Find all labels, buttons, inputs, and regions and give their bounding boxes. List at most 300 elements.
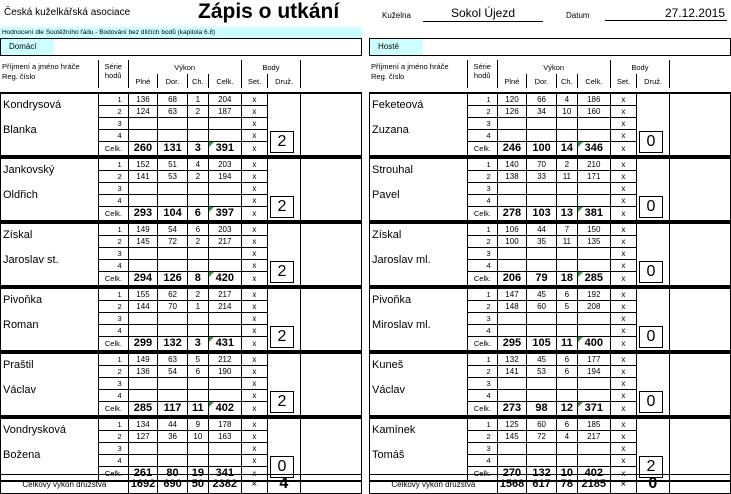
set-mark: x [610, 288, 636, 300]
serie-ch [187, 442, 208, 454]
serie-dor [158, 389, 188, 401]
set-mark: x [241, 235, 267, 247]
set-mark: x [241, 170, 267, 182]
serie-plne: 136 [128, 93, 158, 105]
serie-number: 3 [468, 117, 498, 129]
celk-label: Celk. [99, 206, 129, 221]
kuzelna-label: Kuželna [382, 11, 411, 20]
serie-celk [208, 182, 241, 194]
serie-number: 4 [468, 454, 498, 466]
serie-ch [556, 389, 577, 401]
serie-ch [556, 324, 577, 336]
serie-ch [187, 247, 208, 259]
set-mark: x [610, 365, 636, 377]
serie-celk [577, 117, 610, 129]
serie-celk [577, 454, 610, 466]
set-mark: x [610, 223, 636, 235]
serie-ch: 6 [187, 223, 208, 235]
serie-number: 3 [468, 247, 498, 259]
serie-celk [208, 194, 241, 206]
set-mark: x [241, 129, 267, 141]
serie-plne: 149 [128, 223, 158, 235]
player-firstname: Zuzana [372, 124, 409, 136]
serie-plne [497, 389, 527, 401]
summary-label: Celkový výkon družstva [391, 479, 476, 489]
total-plne: 270 [497, 466, 527, 481]
player-name [1, 158, 99, 221]
summary-celk: 2185 [577, 475, 610, 494]
total-ch: 18 [556, 271, 577, 286]
set-mark: x [241, 194, 267, 206]
celk-label: Celk. [468, 141, 498, 156]
set-mark: x [610, 141, 636, 156]
serie-ch: 4 [556, 430, 577, 442]
serie-number: 1 [99, 223, 129, 235]
celk-label: Celk. [99, 466, 129, 481]
serie-celk [577, 389, 610, 401]
set-mark: x [241, 312, 267, 324]
player-block [0, 92, 362, 157]
serie-plne: 106 [497, 223, 527, 235]
set-mark: x [241, 324, 267, 336]
set-mark: x [610, 170, 636, 182]
serie-celk: 187 [208, 105, 241, 117]
set-mark: x [610, 336, 636, 351]
serie-dor: 36 [158, 430, 188, 442]
serie-ch: 2 [187, 170, 208, 182]
set-mark: x [610, 129, 636, 141]
serie-ch: 2 [556, 158, 577, 170]
serie-celk: 150 [577, 223, 610, 235]
serie-celk [208, 259, 241, 271]
set-mark: x [610, 194, 636, 206]
serie-plne: 132 [497, 353, 527, 365]
vykon-header: Výkon [543, 62, 565, 72]
total-dor: 105 [527, 336, 557, 351]
serie-dor: 44 [527, 223, 557, 235]
serie-dor: 72 [527, 430, 557, 442]
serie-number: 2 [468, 365, 498, 377]
total-plne: 278 [497, 206, 527, 221]
serie-number: 3 [468, 377, 498, 389]
serie-ch: 5 [187, 353, 208, 365]
serie-celk [208, 442, 241, 454]
set-mark: x [610, 182, 636, 194]
serie-plne [497, 182, 527, 194]
druz-points: 0 [270, 456, 294, 478]
serie-header: Série hodů [98, 60, 128, 88]
serie-number: 1 [468, 353, 498, 365]
serie-ch: 6 [556, 353, 577, 365]
serie-celk: 208 [577, 300, 610, 312]
serie-plne: 124 [128, 105, 158, 117]
total-celk: 381 [577, 206, 610, 221]
team-label-guest: Hosté [370, 39, 423, 55]
serie-plne: 136 [128, 365, 158, 377]
column-header [0, 60, 362, 88]
druz-cell [268, 418, 301, 481]
plne-header: Plné [497, 74, 527, 88]
celk-label: Celk. [99, 141, 129, 156]
total-celk: 341 [208, 466, 241, 481]
druz-cell [637, 223, 670, 286]
total-celk: 391 [208, 141, 241, 156]
total-ch: 11 [556, 336, 577, 351]
serie-plne: 141 [128, 170, 158, 182]
serie-dor: 60 [527, 300, 557, 312]
serie-dor [527, 324, 557, 336]
player-surname: Praštil [3, 359, 34, 371]
serie-celk: 194 [577, 365, 610, 377]
player-name [370, 353, 468, 416]
serie-celk [577, 312, 610, 324]
column-header [369, 60, 731, 88]
serie-dor [527, 312, 557, 324]
player-surname: Získal [372, 229, 402, 241]
set-mark: x [610, 466, 636, 481]
total-plne: 260 [128, 141, 158, 156]
serie-number: 2 [99, 105, 129, 117]
player-surname: Kamínek [372, 424, 416, 436]
set-mark: x [610, 312, 636, 324]
total-ch: 3 [187, 336, 208, 351]
set-mark: x [610, 117, 636, 129]
set-mark: x [241, 182, 267, 194]
serie-celk: 203 [208, 158, 241, 170]
serie-celk: 171 [577, 170, 610, 182]
set-mark: x [610, 377, 636, 389]
set-mark: x [241, 158, 267, 170]
player-name [1, 353, 99, 416]
player-firstname: Blanka [3, 124, 37, 136]
total-celk: 431 [208, 336, 241, 351]
serie-ch [556, 442, 577, 454]
celk-label: Celk. [468, 401, 498, 416]
druz-points: 2 [270, 391, 294, 413]
serie-number: 4 [99, 259, 129, 271]
serie-plne: 100 [497, 235, 527, 247]
serie-number: 1 [468, 418, 498, 430]
serie-dor: 34 [527, 105, 557, 117]
player-name-header: Příjmení a jméno hráče Reg. číslo [371, 62, 449, 81]
serie-plne [128, 389, 158, 401]
serie-number: 2 [99, 170, 129, 182]
serie-dor [158, 442, 188, 454]
serie-celk [208, 129, 241, 141]
serie-number: 4 [99, 454, 129, 466]
celk-label: Celk. [99, 336, 129, 351]
serie-dor [158, 194, 188, 206]
druz-cell [268, 93, 301, 156]
serie-ch: 1 [187, 93, 208, 105]
home-team-sheet [0, 60, 362, 480]
serie-plne [128, 324, 158, 336]
serie-dor: 63 [158, 353, 188, 365]
summary-points: 4 [268, 475, 301, 494]
serie-celk: 178 [208, 418, 241, 430]
serie-dor: 63 [158, 105, 188, 117]
serie-number: 2 [468, 300, 498, 312]
celk-label: Celk. [468, 206, 498, 221]
serie-celk: 177 [577, 353, 610, 365]
serie-number: 2 [468, 170, 498, 182]
datum-label: Datum [566, 11, 590, 20]
summary-plne: 1692 [128, 475, 158, 494]
serie-dor [527, 117, 557, 129]
druz-cell [637, 158, 670, 221]
serie-ch [556, 129, 577, 141]
summary-celk: 2382 [208, 475, 241, 494]
serie-dor [527, 259, 557, 271]
serie-number: 3 [468, 182, 498, 194]
serie-dor: 54 [158, 223, 188, 235]
set-mark: x [241, 454, 267, 466]
set-mark: x [241, 206, 267, 221]
set-mark: x [241, 300, 267, 312]
guest-team-sheet [369, 60, 731, 480]
druz-cell [637, 418, 670, 481]
player-name [370, 158, 468, 221]
serie-ch [187, 312, 208, 324]
serie-celk [208, 117, 241, 129]
celk-label: Celk. [468, 271, 498, 286]
serie-plne [497, 324, 527, 336]
druz-points: 0 [639, 391, 663, 413]
serie-dor: 53 [158, 170, 188, 182]
set-mark: x [241, 377, 267, 389]
druz-cell [268, 158, 301, 221]
serie-dor: 35 [527, 235, 557, 247]
player-firstname: Miroslav ml. [372, 319, 431, 331]
serie-ch: 10 [187, 430, 208, 442]
serie-ch [187, 182, 208, 194]
player-surname: Strouhal [372, 164, 413, 176]
player-name [1, 223, 99, 286]
serie-dor: 45 [527, 288, 557, 300]
serie-ch [187, 194, 208, 206]
serie-celk: 217 [208, 235, 241, 247]
serie-plne: 141 [497, 365, 527, 377]
serie-plne: 140 [497, 158, 527, 170]
serie-plne [497, 117, 527, 129]
total-celk: 285 [577, 271, 610, 286]
player-firstname: Roman [3, 319, 39, 331]
set-mark: x [610, 353, 636, 365]
serie-ch: 11 [556, 170, 577, 182]
serie-plne [128, 259, 158, 271]
serie-celk [208, 324, 241, 336]
celk-label: Celk. [99, 401, 129, 416]
serie-plne [497, 194, 527, 206]
set-mark: x [241, 430, 267, 442]
serie-number: 4 [468, 129, 498, 141]
player-block [0, 157, 362, 222]
serie-ch: 4 [556, 93, 577, 105]
player-name [1, 93, 99, 156]
druz-cell [637, 288, 670, 351]
serie-ch [556, 247, 577, 259]
plne-header: Plné [128, 74, 158, 88]
druz-points: 0 [639, 196, 663, 218]
serie-dor [527, 247, 557, 259]
body-header: Body [610, 60, 669, 74]
set-mark: x [610, 401, 636, 416]
serie-number: 4 [99, 389, 129, 401]
total-dor: 103 [527, 206, 557, 221]
serie-celk: 135 [577, 235, 610, 247]
serie-number: 1 [99, 418, 129, 430]
serie-dor [527, 129, 557, 141]
set-mark: x [241, 271, 267, 286]
serie-celk: 203 [208, 223, 241, 235]
player-block [369, 417, 731, 482]
serie-dor [527, 389, 557, 401]
serie-celk: 186 [577, 93, 610, 105]
set-mark: x [241, 247, 267, 259]
total-dor: 131 [158, 141, 188, 156]
serie-plne [128, 247, 158, 259]
player-surname: Feketeová [372, 99, 424, 111]
serie-dor: 54 [158, 365, 188, 377]
total-celk: 346 [577, 141, 610, 156]
serie-plne: 152 [128, 158, 158, 170]
set-mark: x [241, 401, 267, 416]
set-mark: x [241, 93, 267, 105]
druz-points: 2 [270, 261, 294, 283]
player-firstname: Václav [3, 384, 37, 396]
serie-plne: 144 [128, 300, 158, 312]
team-box-home [0, 38, 362, 56]
set-mark: x [241, 117, 267, 129]
dor-header: Dor. [158, 74, 188, 88]
serie-plne: 145 [128, 235, 158, 247]
total-ch: 11 [187, 401, 208, 416]
player-block [0, 417, 362, 482]
serie-ch [187, 389, 208, 401]
serie-dor [158, 312, 188, 324]
total-dor: 117 [158, 401, 188, 416]
serie-number: 1 [468, 158, 498, 170]
player-surname: Vondrysková [3, 424, 66, 436]
serie-ch [187, 129, 208, 141]
total-dor: 132 [527, 466, 557, 481]
serie-number: 2 [99, 300, 129, 312]
total-ch: 6 [187, 206, 208, 221]
serie-number: 4 [99, 129, 129, 141]
druz-points: 2 [270, 196, 294, 218]
serie-number: 4 [468, 389, 498, 401]
player-block [369, 352, 731, 417]
set-mark: x [610, 454, 636, 466]
set-mark: x [610, 93, 636, 105]
serie-ch: 6 [556, 288, 577, 300]
serie-dor: 62 [158, 288, 188, 300]
set-mark: x [610, 300, 636, 312]
summary-dor: 617 [527, 475, 557, 494]
total-plne: 294 [128, 271, 158, 286]
serie-celk: 194 [208, 170, 241, 182]
total-celk: 402 [208, 401, 241, 416]
set-mark: x [241, 389, 267, 401]
total-dor: 98 [527, 401, 557, 416]
serie-number: 4 [468, 324, 498, 336]
player-surname: Jankovský [3, 164, 55, 176]
player-block [369, 157, 731, 222]
set-mark: x [610, 247, 636, 259]
body-header: Body [241, 60, 300, 74]
total-dor: 100 [527, 141, 557, 156]
druz-cell [637, 93, 670, 156]
serie-dor: 60 [527, 418, 557, 430]
serie-number: 3 [99, 117, 129, 129]
serie-dor [527, 454, 557, 466]
serie-ch [556, 377, 577, 389]
serie-plne [128, 182, 158, 194]
serie-celk [577, 247, 610, 259]
set-mark: x [241, 336, 267, 351]
total-dor: 104 [158, 206, 188, 221]
druz-cell [268, 223, 301, 286]
serie-plne [497, 377, 527, 389]
serie-dor [158, 259, 188, 271]
serie-plne [497, 442, 527, 454]
celk-label: Celk. [99, 271, 129, 286]
team-box-guest [369, 38, 731, 56]
serie-plne [128, 312, 158, 324]
serie-dor [527, 377, 557, 389]
serie-plne [497, 454, 527, 466]
druz-points: 0 [639, 261, 663, 283]
association-name: Česká kuželkářská asociace [4, 7, 131, 18]
serie-plne: 145 [497, 430, 527, 442]
serie-ch: 5 [556, 300, 577, 312]
serie-ch [556, 117, 577, 129]
serie-celk: 163 [208, 430, 241, 442]
total-celk: 397 [208, 206, 241, 221]
druz-points: 2 [270, 131, 294, 153]
player-firstname: Jaroslav ml. [372, 254, 431, 266]
serie-number: 4 [468, 259, 498, 271]
serie-celk [577, 194, 610, 206]
total-dor: 132 [158, 336, 188, 351]
serie-celk [577, 259, 610, 271]
set-mark: x [610, 235, 636, 247]
serie-number: 1 [468, 223, 498, 235]
serie-ch [187, 117, 208, 129]
celk-label: Celk. [468, 466, 498, 481]
set-mark: x [610, 430, 636, 442]
serie-dor: 53 [527, 365, 557, 377]
player-block [369, 222, 731, 287]
serie-celk [577, 377, 610, 389]
serie-plne [128, 377, 158, 389]
serie-plne: 127 [128, 430, 158, 442]
vykon-header: Výkon [174, 62, 196, 72]
druz-points: 2 [270, 326, 294, 348]
summary-plne: 1568 [497, 475, 527, 494]
player-firstname: Oldřich [3, 189, 38, 201]
serie-number: 2 [468, 105, 498, 117]
serie-celk [577, 129, 610, 141]
total-plne: 285 [128, 401, 158, 416]
total-dor: 79 [527, 271, 557, 286]
serie-celk: 217 [208, 288, 241, 300]
summary-ch: 78 [556, 475, 577, 494]
total-ch: 14 [556, 141, 577, 156]
set-mark: x [610, 158, 636, 170]
serie-ch [187, 324, 208, 336]
serie-ch: 10 [556, 105, 577, 117]
